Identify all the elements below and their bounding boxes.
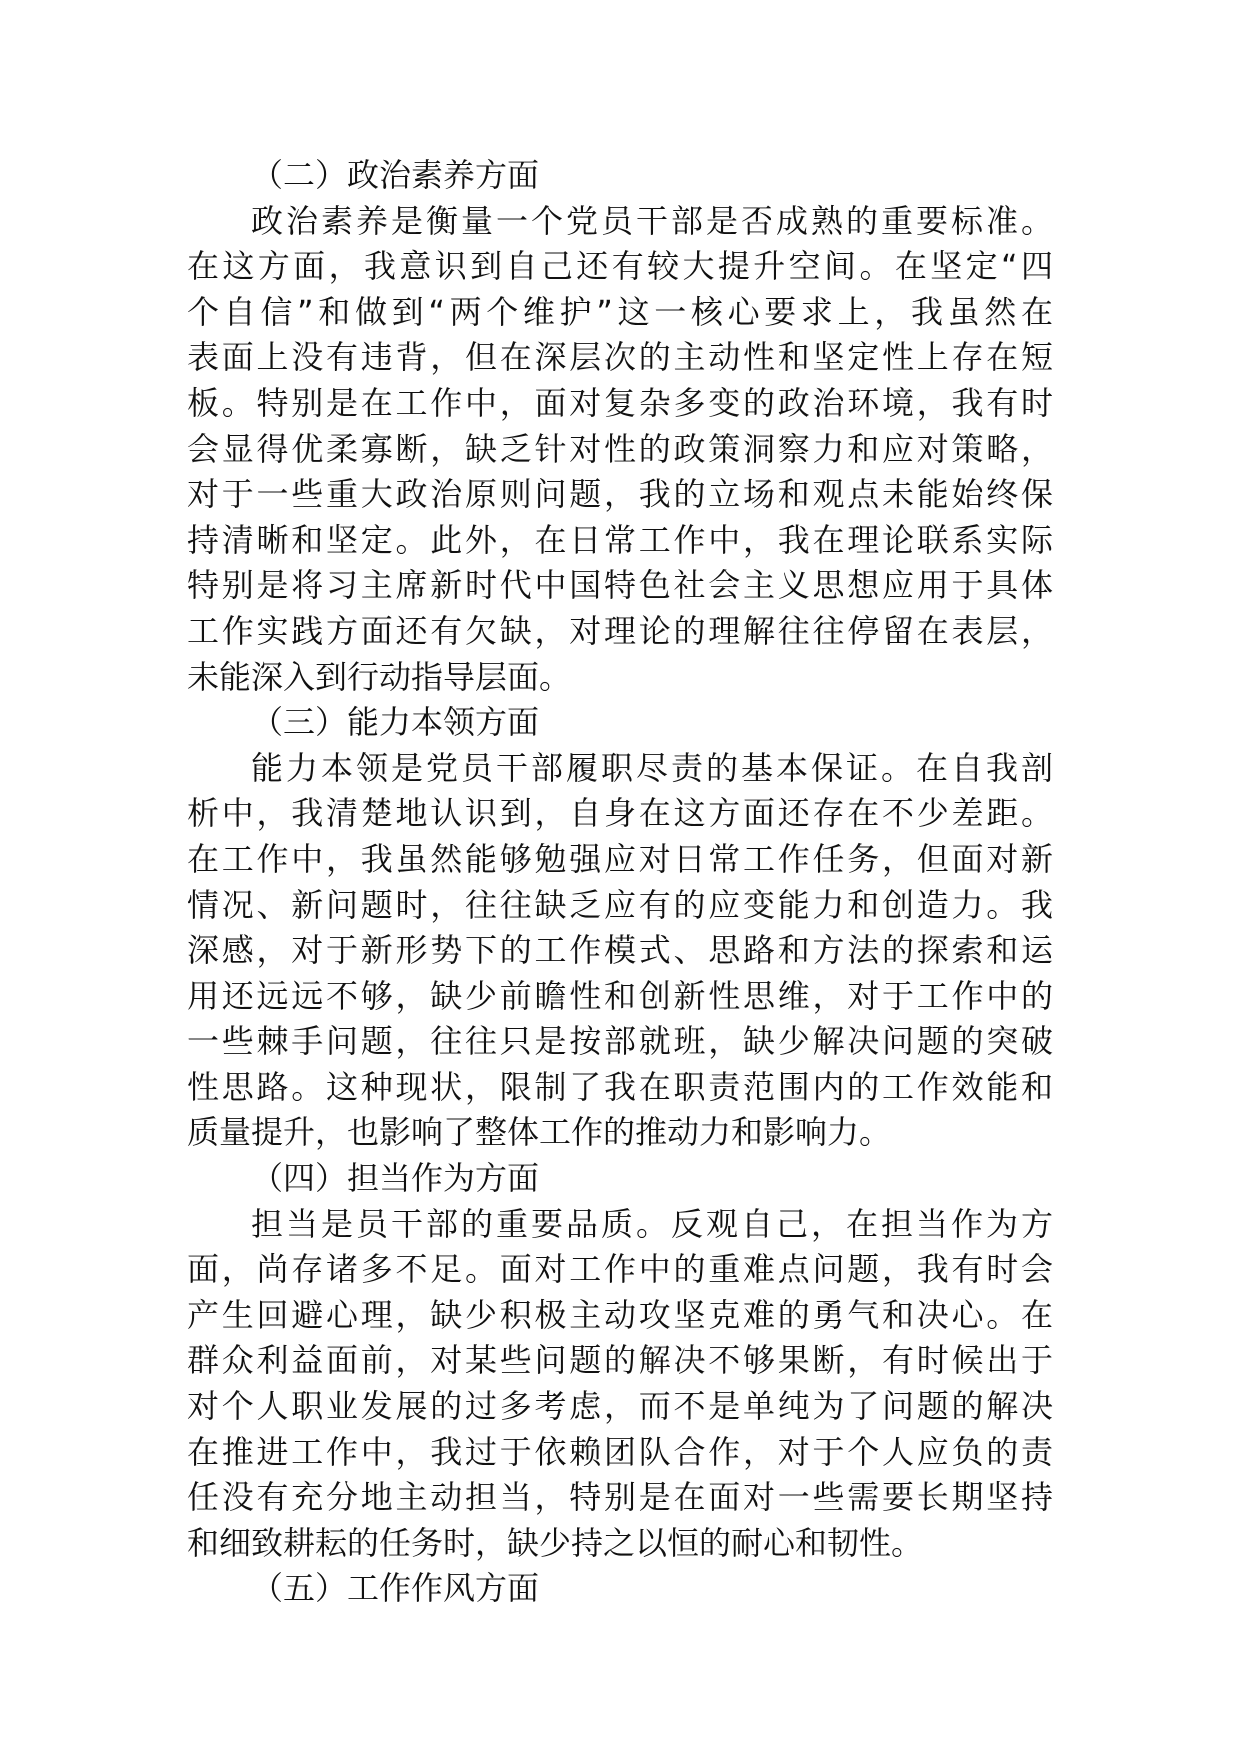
paragraph-line: 能力本领是党员干部履职尽责的基本保证。在自我剖 [251,748,1053,787]
paragraph-line: 群众利益面前，对某些问题的解决不够果断，有时候出于 [187,1341,1053,1380]
paragraph-line: 在工作中，我虽然能够勉强应对日常工作任务，但面对新 [187,839,1053,878]
paragraph-line: 面，尚存诸多不足。面对工作中的重难点问题，我有时会 [187,1250,1053,1289]
paragraph-line: 担当是员干部的重要品质。反观自己，在担当作为方 [251,1204,1053,1243]
paragraph-line: 表面上没有违背，但在深层次的主动性和坚定性上存在短 [187,338,1053,377]
paragraph-line: 板。特别是在工作中，面对复杂多变的政治环境，我有时 [187,383,1053,422]
paragraph-line: 深感，对于新形势下的工作模式、思路和方法的探索和运 [187,931,1053,970]
paragraph-line: 性思路。这种现状，限制了我在职责范围内的工作效能和 [187,1067,1053,1106]
document-body [187,153,1053,1612]
section-heading: （五）工作作风方面 [251,1569,540,1608]
paragraph-line: 在推进工作中，我过于依赖团队合作，对于个人应负的责 [187,1432,1053,1471]
paragraph-line: 析中，我清楚地认识到，自身在这方面还存在不少差距。 [187,794,1053,833]
section-heading: （四）担当作为方面 [251,1159,540,1198]
paragraph-line: 情况、新问题时，往往缺乏应有的应变能力和创造力。我 [187,885,1053,924]
paragraph-line: 产生回避心理，缺少积极主动攻坚克难的勇气和决心。在 [187,1295,1053,1334]
paragraph-line: 会显得优柔寡断，缺乏针对性的政策洞察力和应对策略， [187,429,1053,468]
section-heading: （二）政治素养方面 [251,156,540,194]
paragraph-line: 质量提升，也影响了整体工作的推动力和影响力。 [187,1113,892,1152]
paragraph-line: 在这方面，我意识到自己还有较大提升空间。在坚定“四 [187,247,1053,286]
paragraph-line: 和细致耕耘的任务时，缺少持之以恒的耐心和韧性。 [187,1523,924,1562]
paragraph-line: 用还远远不够，缺少前瞻性和创新性思维，对于工作中的 [187,976,1053,1015]
paragraph-line: 个自信”和做到“两个维护”这一核心要求上，我虽然在 [187,292,1053,331]
paragraph-line: 特别是将习主席新时代中国特色社会主义思想应用于具体 [187,566,1053,605]
paragraph-line: 一些棘手问题，往往只是按部就班，缺少解决问题的突破 [187,1022,1053,1061]
paragraph-line: 对于一些重大政治原则问题，我的立场和观点未能始终保 [187,475,1053,514]
paragraph-line: 工作实践方面还有欠缺，对理论的理解往往停留在表层， [187,611,1053,650]
paragraph-line: 持清晰和坚定。此外，在日常工作中，我在理论联系实际 [187,520,1053,559]
paragraph-line: 未能深入到行动指导层面。 [187,657,572,696]
paragraph-line: 任没有充分地主动担当，特别是在面对一些需要长期坚持 [187,1478,1053,1517]
paragraph-line: 政治素养是衡量一个党员干部是否成熟的重要标准。 [251,201,1053,240]
paragraph-line: 对个人职业发展的过多考虑，而不是单纯为了问题的解决 [187,1387,1053,1426]
section-heading: （三）能力本领方面 [251,703,540,742]
